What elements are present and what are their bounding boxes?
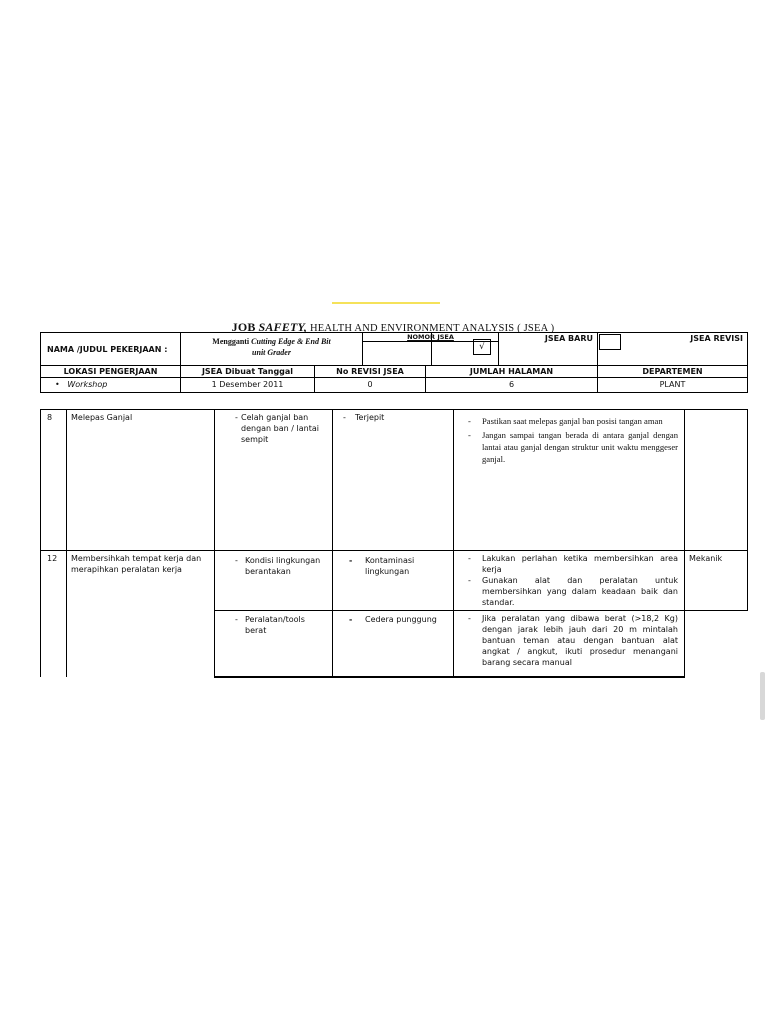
dash: -: [349, 615, 353, 624]
jsea-revisi-label: JSEA REVISI: [690, 334, 743, 343]
location-text: Workshop: [67, 380, 108, 389]
dash: -: [468, 430, 471, 440]
hazard: [215, 611, 333, 677]
title-rest: HEALTH AND ENVIRONMENT ANALYSIS ( JSEA ): [309, 323, 555, 334]
dash: -: [349, 556, 353, 565]
risk: [333, 551, 454, 611]
job-italic-2: unit Grader: [252, 348, 291, 357]
dash: -: [468, 416, 471, 426]
responsible: Mekanik: [685, 551, 748, 611]
risk-text: Terjepit: [355, 413, 385, 422]
col-revisi: No REVISI JSEA: [315, 366, 426, 378]
nomor-jsea-cell: [363, 333, 499, 366]
row-number: 8: [41, 410, 67, 551]
risk-text: Cedera punggung: [365, 615, 437, 624]
dash: -: [468, 554, 471, 563]
nomor-jsea-label: NOMOR JSEA: [363, 333, 498, 342]
col-departemen: DEPARTEMEN: [598, 366, 748, 378]
dash: -: [235, 413, 238, 422]
risk: [333, 611, 454, 677]
control: [454, 611, 685, 677]
col-lokasi: LOKASI PENGERJAAN: [41, 366, 181, 378]
hazard-text: Peralatan/tools berat: [245, 615, 305, 635]
col-halaman: JUMLAH HALAMAN: [426, 366, 598, 378]
row-number: 12: [41, 551, 67, 677]
nomor-divider: [431, 333, 432, 365]
control: [454, 410, 685, 551]
dash: -: [468, 614, 471, 623]
title-bold: JOB: [231, 320, 256, 334]
jsea-revisi-checkbox[interactable]: [599, 334, 621, 350]
dash: -: [468, 576, 471, 585]
job-prefix: Mengganti: [212, 337, 250, 346]
dash: -: [235, 615, 238, 624]
jsea-baru-cell: [499, 333, 598, 366]
title-bold-italic: SAFETY,: [258, 320, 308, 334]
hazard-text: Kondisi lingkungan berantakan: [245, 556, 321, 576]
activity: Membersihkah tempat kerja dan merapihkan peralatan kerja: [67, 551, 215, 677]
date-value: 1 Desember 2011: [181, 378, 315, 393]
dash: -: [235, 556, 238, 565]
activity: Melepas Ganjal: [67, 410, 215, 551]
hazard-text: Celah ganjal ban dengan ban / lantai sempit: [241, 413, 319, 444]
job-label: NAMA /JUDUL PEKERJAAN :: [41, 333, 181, 366]
table-row: [41, 410, 748, 551]
jsea-revisi-cell: [598, 333, 748, 366]
risk-text: Kontaminasi lingkungan: [365, 556, 415, 576]
control-text: Jika peralatan yang dibawa berat (>18,2 Kg) dengan jarak lebih jauh dari 20 m mintalah bantuan teman atau dengan bantuan alat angkat / angkut, ikuti prosedur menangani barang secara manual: [482, 614, 678, 667]
yellow-highlight-line: [332, 302, 440, 304]
hazard: [215, 551, 333, 611]
job-title: [181, 333, 363, 366]
bullet: •: [55, 380, 60, 389]
revision-value: 0: [315, 378, 426, 393]
control: [454, 551, 685, 611]
jsea-baru-checkbox[interactable]: √: [473, 339, 491, 355]
jsea-body-table: [40, 409, 748, 678]
responsible: [685, 410, 748, 551]
dash: -: [343, 413, 346, 422]
location-value: [41, 378, 181, 393]
empty-cell: [685, 611, 748, 677]
hazard: [215, 410, 333, 551]
control-text: Pastikan saat melepas ganjal ban posisi tangan aman: [482, 416, 663, 426]
control-text: Gunakan alat dan peralatan untuk membersihkan yang dalam keadaan baik dan standar.: [482, 576, 678, 607]
col-tanggal: JSEA Dibuat Tanggal: [181, 366, 315, 378]
department-value: PLANT: [598, 378, 748, 393]
job-italic-1: Cutting Edge & End Bit: [251, 337, 331, 346]
page-count-value: 6: [426, 378, 598, 393]
jsea-baru-label: JSEA BARU: [544, 334, 593, 343]
table-row: [41, 551, 748, 611]
risk: [333, 410, 454, 551]
jsea-header-table: [40, 332, 748, 393]
control-text: Lakukan perlahan ketika membersihkan area kerja: [482, 554, 678, 574]
scrollbar-thumb[interactable]: [760, 672, 765, 720]
control-text: Jangan sampai tangan berada di antara ganjal dengan lantai atau ganjal dengan struktur unit waktu menggeser ganjal.: [482, 430, 678, 464]
